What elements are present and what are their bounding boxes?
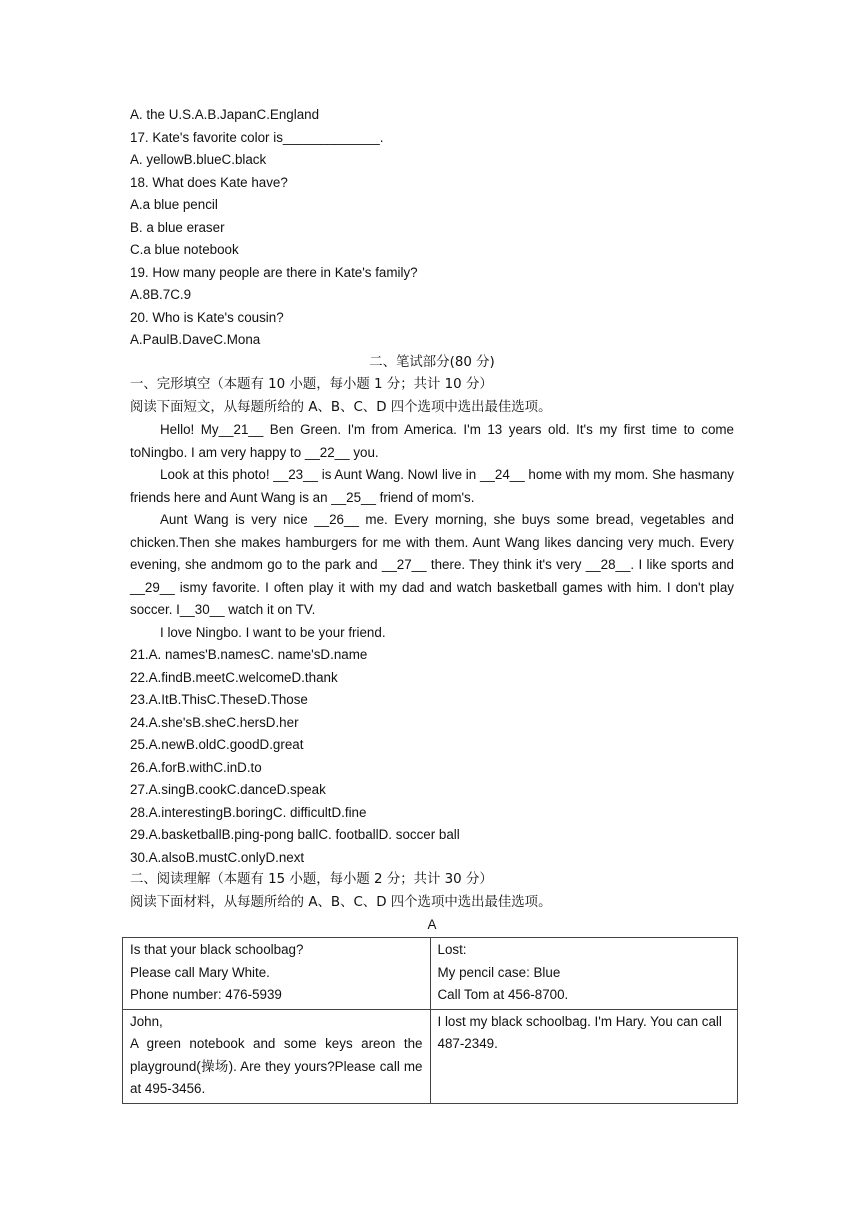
table-row [123, 1009, 738, 1103]
notice-table [122, 937, 738, 1104]
cloze-option-29: 29.A.basketballB.ping-pong ballC. footballD. soccer ball [130, 827, 460, 842]
passage-paragraph-2: Look at this photo! __23__ is Aunt Wang. NowI live in __24__ home with my mom. She hasmany friends here and Aunt Wang is an __25__ friend of mom's. [130, 467, 734, 505]
notice-cell-bottom-left [123, 1009, 431, 1103]
cloze-option-22: 22.A.findB.meetC.welcomeD.thank [130, 669, 338, 685]
exam-page [130, 104, 734, 937]
notice-line: Call Tom at 456-8700. [437, 987, 569, 1002]
reading-heading: 二、阅读理解（本题有 15 小题，每小题 2 分；共计 30 分） [130, 872, 493, 887]
table-row [123, 938, 738, 1010]
notice-body: I lost my black schoolbag. I'm Hary. You can call 487-2349. [437, 1013, 722, 1051]
notice-addressee: John, [130, 1013, 163, 1029]
cloze-option-28: 28.A.interestingB.boringC. difficultD.fine [130, 804, 367, 820]
question-16-options: A. the U.S.A.B.JapanC.England [130, 107, 320, 122]
notice-line: My pencil case: Blue [437, 964, 561, 980]
notice-line: Lost: [437, 942, 467, 957]
notice-line: Phone number: 476-5939 [130, 987, 282, 1002]
question-17: 17. Kate's favorite color is_____________. [130, 129, 384, 145]
passage-paragraph-1: Hello! My__21__ Ben Green. I'm from America. I'm 13 years old. It's my first time to come toNingbo. I am very happy to __22__ you. [130, 422, 734, 460]
cloze-option-27: 27.A.singB.cookC.danceD.speak [130, 782, 326, 797]
section-a-label: A [427, 917, 437, 932]
notice-body: A green notebook and some keys areon the playground(操场). Are they yours?Please call me at 495-3456. [130, 1036, 423, 1096]
written-section-heading: 二、笔试部分(80 分) [369, 354, 495, 370]
notice-line: Is that your black schoolbag? [130, 942, 304, 957]
passage-paragraph-4: I love Ningbo. I want to be your friend. [160, 624, 386, 640]
reading-instruction: 阅读下面材料，从每题所给的 A、B、C、D 四个选项中选出最佳选项。 [130, 894, 552, 910]
question-18-option-c: C.a blue notebook [130, 242, 239, 257]
question-20: 20. Who is Kate's cousin? [130, 309, 284, 325]
cloze-instruction: 阅读下面短文，从每题所给的 A、B、C、D 四个选项中选出最佳选项。 [130, 399, 552, 415]
question-20-options: A.PaulB.DaveC.Mona [130, 332, 261, 347]
question-19-options: A.8B.7C.9 [130, 287, 192, 302]
notice-cell-top-right [430, 938, 738, 1010]
cloze-heading: 一、完形填空（本题有 10 小题，每小题 1 分；共计 10 分） [130, 377, 493, 392]
cloze-option-21: 21.A. names'B.namesC. name'sD.name [130, 647, 368, 662]
passage-paragraph-3: Aunt Wang is very nice __26__ me. Every morning, she buys some bread, vegetables and chicken.Then she makes hamburgers for me with them. Aunt Wang likes dancing very much. Every evening, she andmom go to the park and __27__ there. They think it's very __28__. I like sports and __29__ ismy favorite. I often play it with my dad and watch basketball games with him. I don't play soccer. I__30__ watch it on TV. [130, 512, 734, 617]
question-17-options: A. yellowB.blueC.black [130, 152, 267, 167]
notice-cell-top-left [123, 938, 431, 1010]
question-19: 19. How many people are there in Kate's family? [130, 264, 418, 280]
cloze-option-25: 25.A.newB.oldC.goodD.great [130, 737, 304, 752]
question-18-option-a: A.a blue pencil [130, 197, 218, 212]
question-18: 18. What does Kate have? [130, 174, 288, 190]
cloze-option-24: 24.A.she'sB.sheC.hersD.her [130, 714, 299, 730]
question-18-option-b: B. a blue eraser [130, 219, 225, 235]
cloze-option-23: 23.A.ItB.ThisC.TheseD.Those [130, 692, 308, 707]
cloze-option-26: 26.A.forB.withC.inD.to [130, 759, 262, 775]
notice-line: Please call Mary White. [130, 964, 270, 980]
notice-cell-bottom-right [430, 1009, 738, 1103]
cloze-option-30: 30.A.alsoB.mustC.onlyD.next [130, 849, 305, 865]
